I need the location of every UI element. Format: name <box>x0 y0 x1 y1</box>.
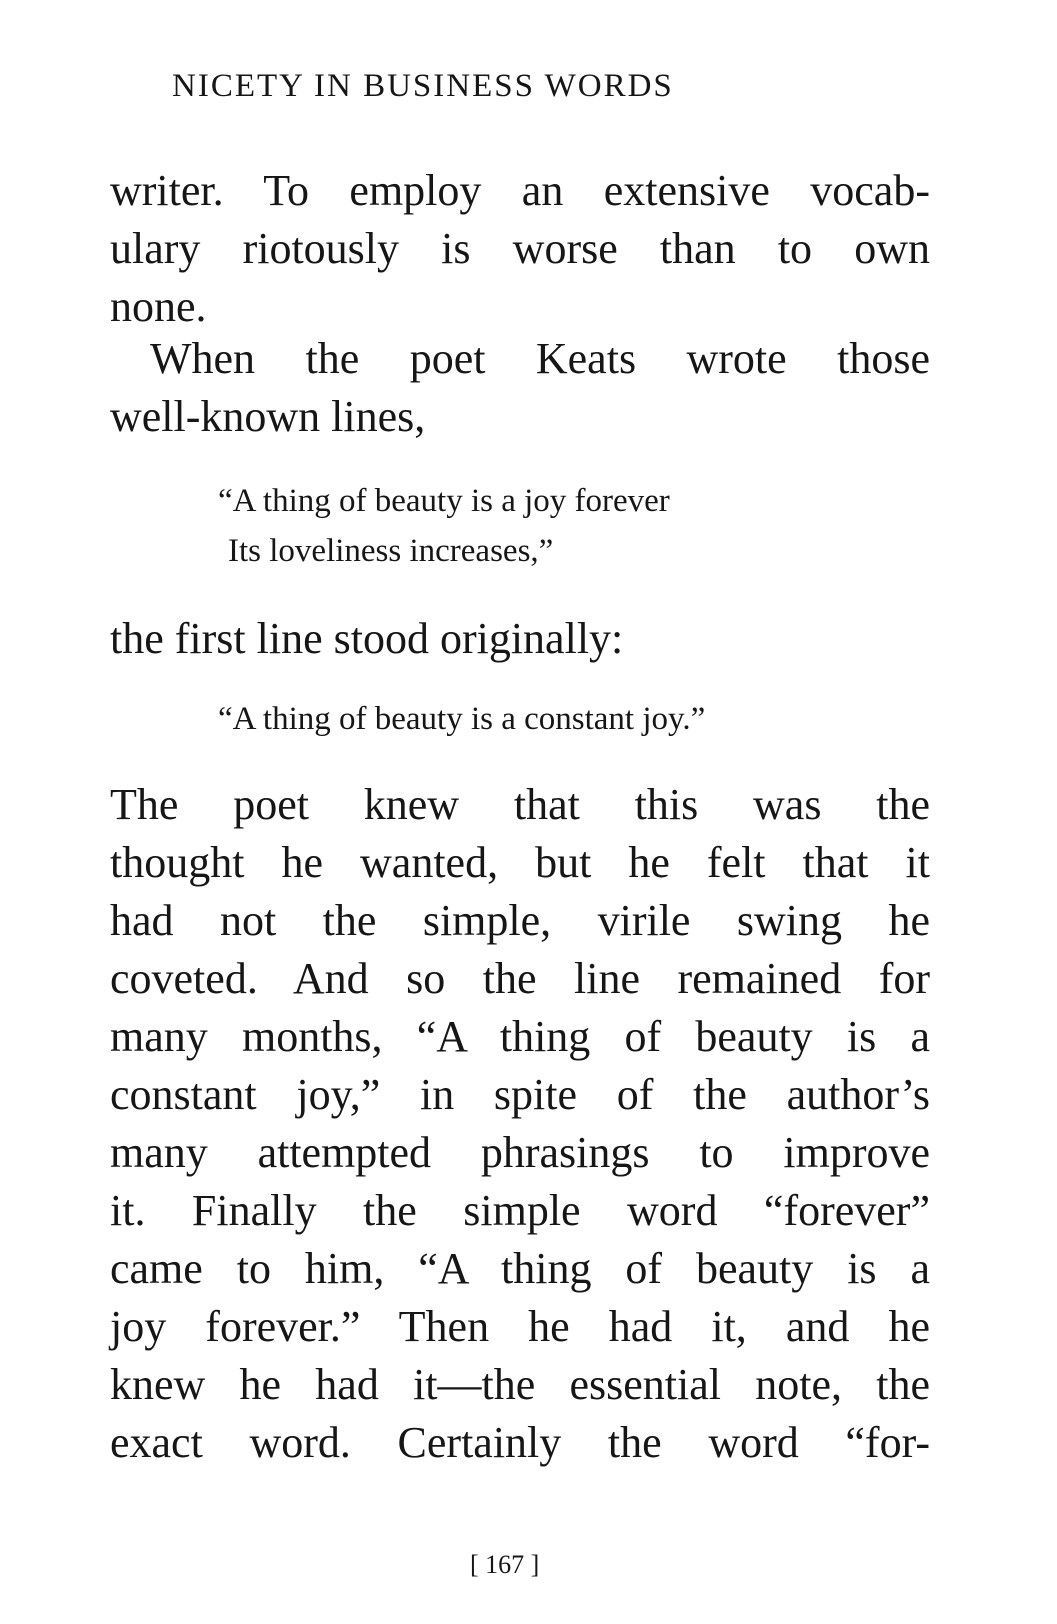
text-line: coveted. And so the line remained for <box>110 954 930 1003</box>
paragraph-1 <box>110 162 930 336</box>
text-line: many months, “A thing of beauty is a <box>110 1012 930 1061</box>
verse-quote-1-line-2: Its loveliness increases,” <box>228 533 554 569</box>
paragraph-4 <box>110 776 930 1472</box>
text-line: well-known lines, <box>110 392 426 441</box>
verse-quote-1-line-1: “A thing of beauty is a joy forever <box>218 483 670 519</box>
text-line: constant joy,” in spite of the author’s <box>110 1070 930 1119</box>
paragraph-3 <box>110 610 930 668</box>
text-line: exact word. Certainly the word “for- <box>110 1418 930 1467</box>
text-line: none. <box>110 282 207 331</box>
text-line: joy forever.” Then he had it, and he <box>110 1302 930 1351</box>
running-head: NICETY IN BUSINESS WORDS <box>172 68 674 104</box>
text-line: thought he wanted, but he felt that it <box>110 838 930 887</box>
text-line: it. Finally the simple word “forever” <box>110 1186 930 1235</box>
verse-quote-2: “A thing of beauty is a constant joy.” <box>218 701 706 737</box>
text-line: knew he had it—the essential note, the <box>110 1360 930 1409</box>
text-line: The poet knew that this was the <box>110 780 930 829</box>
page-number: [ 167 ] <box>470 1550 540 1579</box>
paragraph-2 <box>110 330 930 446</box>
text-line: When the poet Keats wrote those <box>150 334 930 383</box>
text-line: many attempted phrasings to improve <box>110 1128 930 1177</box>
text-line: came to him, “A thing of beauty is a <box>110 1244 930 1293</box>
text-line: the first line stood originally: <box>110 614 624 663</box>
text-line: writer. To employ an extensive vocab- <box>110 166 930 215</box>
text-line: ulary riotously is worse than to own <box>110 224 930 273</box>
text-line: had not the simple, virile swing he <box>110 896 930 945</box>
